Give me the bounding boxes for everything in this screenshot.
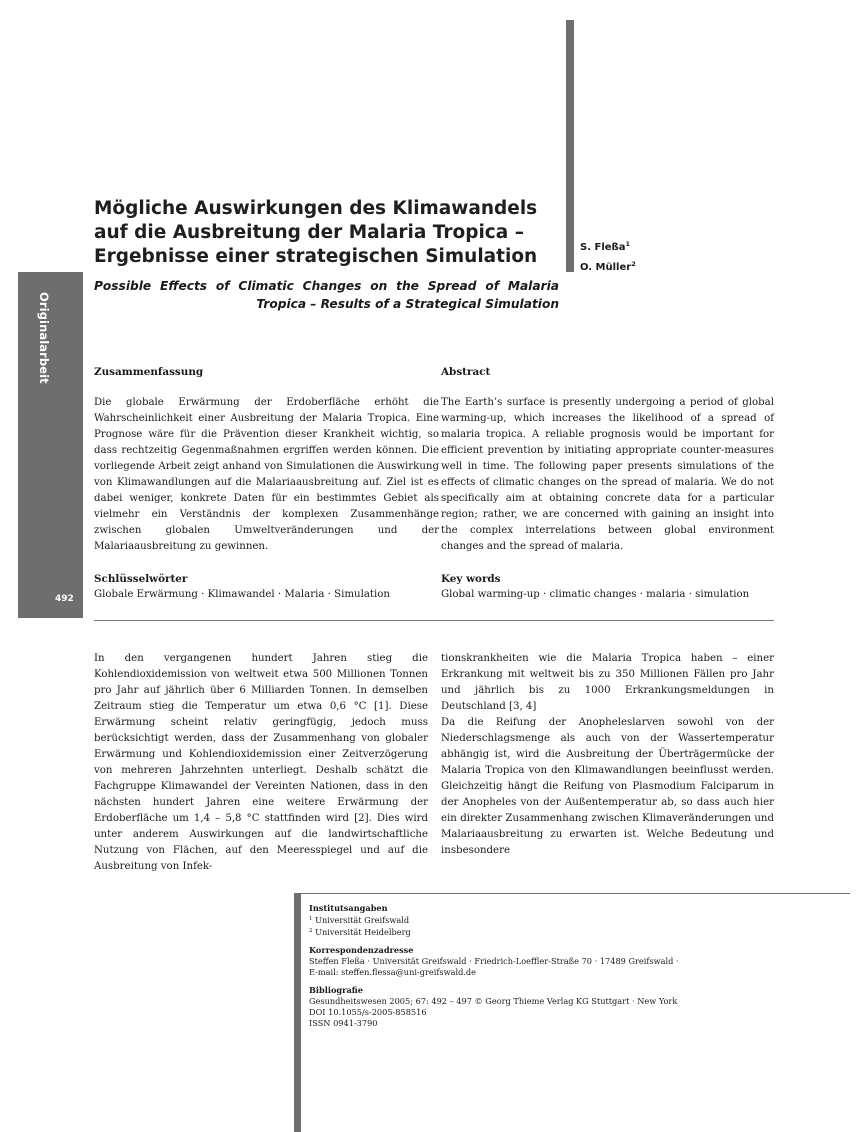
- zusammenfassung-heading: Zusammenfassung: [94, 366, 204, 378]
- institut-heading: Institutsangaben: [309, 903, 388, 913]
- page-number: 492: [55, 594, 74, 604]
- info-box: [309, 903, 809, 1036]
- category-label: Originalarbeit: [37, 292, 51, 384]
- section-divider: [94, 620, 774, 621]
- body-paragraph-right-1: tionskrankheiten wie die Malaria Tropica haben – einer Erkrankung mit weltweit bis zu 350 Millionen Fällen pro Jahr und jährlich bis zu 1000 Erkrankungsmeldungen in Deutschland [3, 4]: [441, 653, 774, 712]
- bibliografie-doi: DOI 10.1055/s-2005-858516: [309, 1007, 427, 1017]
- keywords-de-heading: Schlüsselwörter: [94, 573, 188, 585]
- body-paragraph-right-2: Da die Reifung der Anopheleslarven sowohl von der Niederschlagsmenge als auch von der Wassertemperatur abhängig ist, wird die Ausbreitung der Überträgermücke der Malaria Tropica von den Klimawandlungen beeinflusst werden. Gleichzeitig hängt die Reifung von Plasmodium Falciparum in der Anopheles von der Außentemperatur ab, so dass auch hier ein direkter Zusammenhang zwischen Klimaveränderungen und Malariaausbreitung zu erwarten ist. Welche Bedeutung und insbesondere: [441, 717, 774, 856]
- info-box-rule: [301, 893, 850, 894]
- bibliografie-heading: Bibliografie: [309, 985, 363, 995]
- body-paragraph-left: In den vergangenen hundert Jahren stieg die Kohlendioxidemission von weltweit etwa 500 Millionen Tonnen pro Jahr auf jährlich über 6 Milliarden Tonnen. In demselben Zeitraum stieg die Temperatur um etwa 0,6 °C [1]. Diese Erwärmung scheint relativ geringfügig, jedoch muss berücksichtigt werden, dass der Zusammenhang von globaler Erwärmung und Kohlendioxidemission einer Zeitverzögerung von mehreren Jahrzehnten unterliegt. Deshalb schätzt die Fachgruppe Klimawandel der Vereinten Nationen, dass in den nächsten hundert Jahren eine weitere Erwärmung der Erdoberfläche um 1,4 – 5,8 °C stattfinden wird [2]. Dies wird unter anderem Auswirkungen auf die landwirtschaftliche Nutzung von Flächen, auf den Meeresspiegel und auf die Ausbreitung von Infek-: [94, 653, 428, 872]
- institut-line-1: $^1$ Universität Greifswald: [309, 915, 410, 925]
- korrespondenz-address: Steffen Fleßa · Universität Greifswald · Friedrich-Loeffler-Straße 70 · 17489 Greifswald ·: [309, 956, 679, 966]
- article-subtitle: Possible Effects of Climatic Changes on the Spread of Malaria Tropica – Results of a Strategical Simulation: [94, 279, 559, 311]
- abstract-heading: Abstract: [441, 366, 491, 378]
- article-title: Mögliche Auswirkungen des Klimawandels auf die Ausbreitung der Malaria Tropica – Ergebnisse einer strategischen Simulation: [94, 198, 538, 267]
- keywords-de: Globale Erwärmung · Klimawandel · Malaria · Simulation: [94, 589, 390, 600]
- institut-line-2: $^2$ Universität Heidelberg: [309, 927, 411, 937]
- abstract-text: The Earth’s surface is presently undergoing a period of global warming-up, which increases the likelihood of a spread of malaria tropica. A reliable prognosis would be important for efficient prevention by initiating appropriate counter-measures well in time. The following paper presents simulations of the effects of climatic changes on the spread of malaria. We do not specifically aim at obtaining concrete data for a particular region; rather, we are concerned with gaining an insight into the complex interrelations between global environment changes and the spread of malaria.: [441, 397, 774, 552]
- korrespondenz-block: [309, 945, 809, 978]
- bibliografie-citation: Gesundheitswesen 2005; 67: 492 – 497 © Georg Thieme Verlag KG Stuttgart · New York: [309, 996, 678, 1006]
- author-2: O. Müller$^2$: [580, 260, 636, 273]
- institut-block: [309, 903, 809, 938]
- info-box-bar: [294, 893, 301, 1132]
- keywords-en-heading: Key words: [441, 573, 501, 585]
- zusammenfassung-text: Die globale Erwärmung der Erdoberfläche erhöht die Wahrscheinlichkeit einer Ausbreitung der Malaria Tropica. Eine Prognose wäre für die Prävention dieser Krankheit wichtig, so dass rechtzeitig Gegenmaßnahmen ergriffen werden können. Die vorliegende Arbeit zeigt anhand von Simulationen die Auswirkung von Klimawandlungen auf die Malariaausbreitung auf. Ziel ist es dabei weniger, konkrete Daten für ein bestimmtes Gebiet als vielmehr ein Verständnis der komplexen Zusammenhänge zwischen globalen Umweltveränderungen und der Malariaausbreitung zu gewinnen.: [94, 397, 439, 552]
- keywords-en: Global warming-up · climatic changes · malaria · simulation: [441, 589, 750, 600]
- author-list: [580, 236, 636, 276]
- bibliografie-issn: ISSN 0941-3790: [309, 1018, 378, 1028]
- bibliografie-block: [309, 985, 809, 1029]
- header-accent-bar: [566, 20, 574, 272]
- korrespondenz-email: E-mail: steffen.flessa@uni-greifswald.de: [309, 967, 477, 977]
- korrespondenz-heading: Korrespondenzadresse: [309, 945, 414, 955]
- author-1: S. Fleßa$^1$: [580, 240, 630, 253]
